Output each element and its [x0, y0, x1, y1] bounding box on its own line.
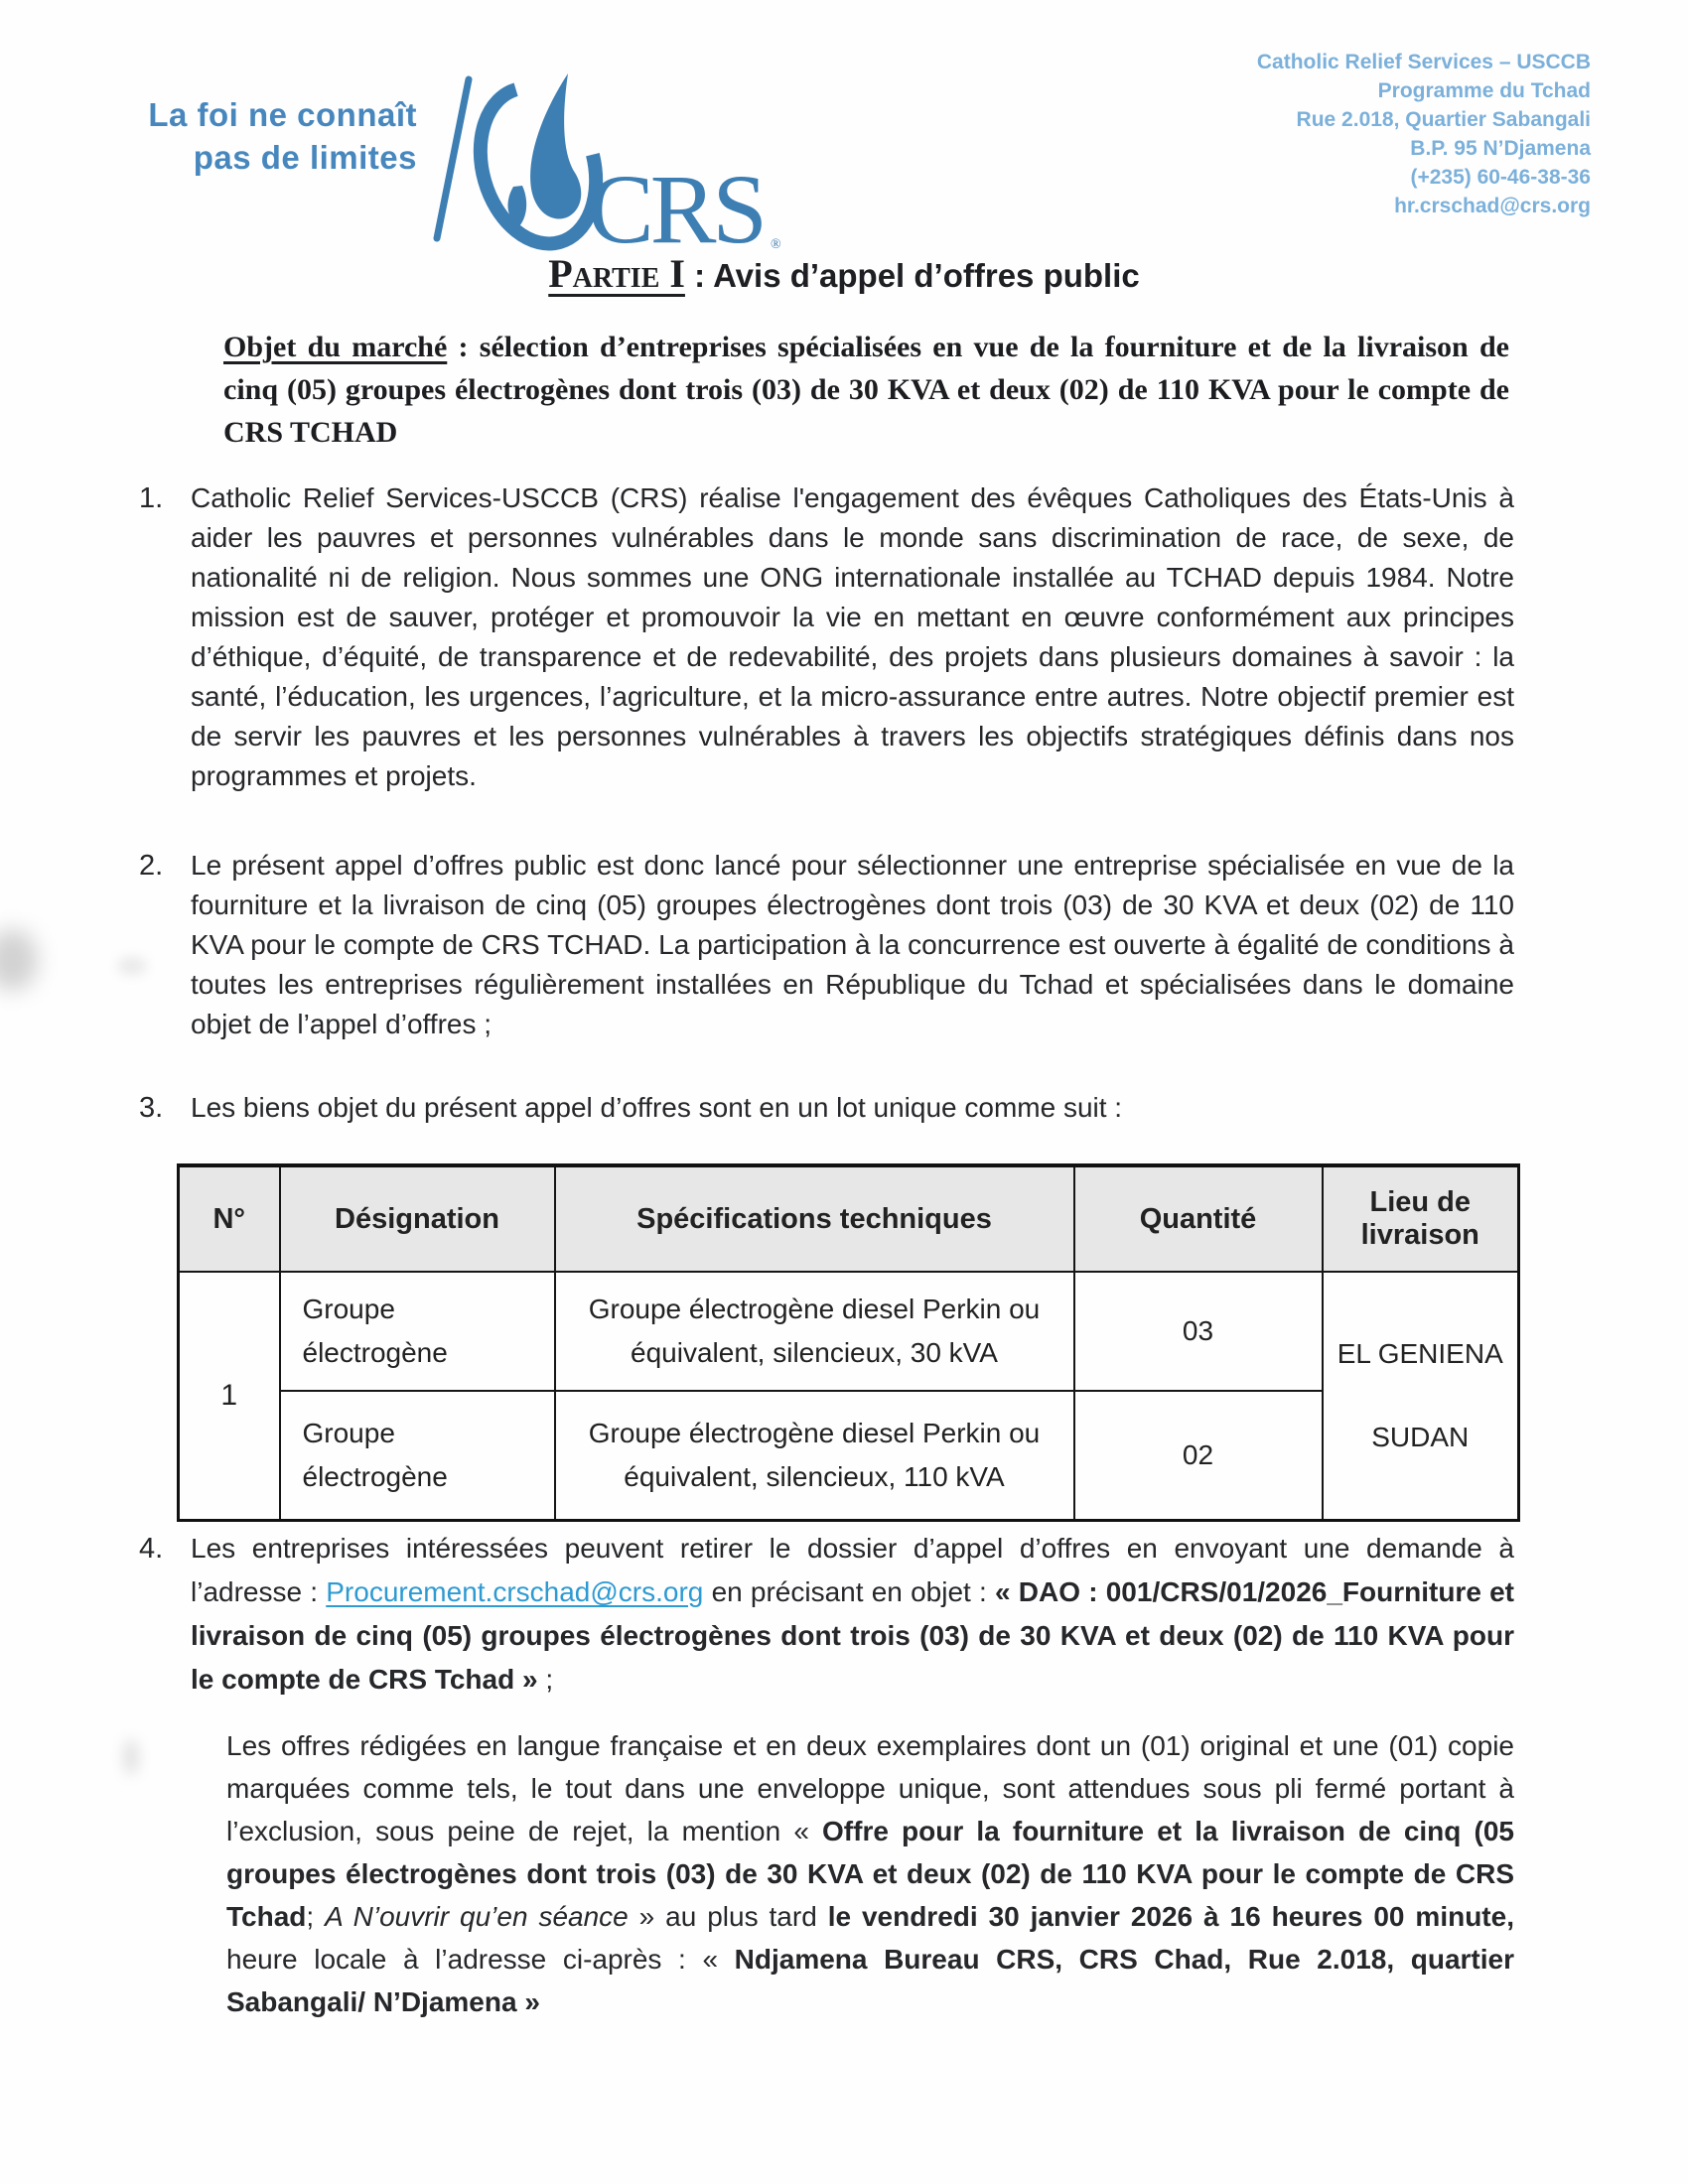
org-line: (+235) 60-46-38-36 [1410, 166, 1591, 189]
item-number: 1. [139, 482, 164, 514]
title-separator: : [684, 257, 714, 294]
header-cell-no: N° [179, 1165, 280, 1272]
text-segment: heure locale à l’adresse ci-après : « [226, 1944, 735, 1975]
text-segment: « DAO : 001/CRS/01/2026_Fourniture et livraison de cinq (05) groupes électrogènes dont trois (03) de 30 KVA et deux (02) de 110 KVA pour le compte de CRS Tchad » [191, 1576, 1514, 1695]
text-segment: » au plus tard [628, 1901, 828, 1932]
text-segment: le vendredi 30 janvier 2026 à 16 heures 00 minute, [827, 1901, 1514, 1932]
crs-tagline [109, 93, 417, 179]
numbered-item-1 [139, 478, 1514, 796]
cell-item-no: 1 [179, 1272, 280, 1521]
text-segment: Objet du marché [223, 331, 448, 363]
item-text: Catholic Relief Services-USCCB (CRS) réalise l'engagement des évêques Catholiques des États-Unis à aider les pauvres et personnes vulnérables dans le monde sans discrimination de race, de sexe, de nationalité ni de religion. Nous sommes une ONG internationale installée au TCHAD depuis 1984. Notre mission est de sauver, protéger et promouvoir la vie en mettant en œuvre conformément aux principes d’éthique, d’équité, de transparence et de redevabilité, des projets dans plusieurs domaines à savoir : la santé, l’éducation, les urgences, l’agriculture, et la micro-assurance entre autres. Notre objectif premier est de servir les pauvres et les personnes vulnérables à travers les objectifs stratégiques définis dans nos programmes et projets. [191, 482, 1514, 791]
cell-designation: Groupe électrogène [280, 1391, 555, 1521]
crs-flame-icon [417, 71, 794, 255]
item-number: 4. [139, 1533, 164, 1565]
numbered-item-2 [139, 846, 1514, 1044]
item-text: Les biens objet du présent appel d’offres sont en un lot unique comme suit : [191, 1092, 1123, 1123]
text-segment: Les offres rédigées en langue française et en deux exemplaires dont un (01) original et une (01) copie marquées comme tels, le tout dans une enveloppe unique, sont attendues sous pli fermé portant à l’exclusion, sous peine de rejet, la mention « [226, 1730, 1514, 1846]
title-part-label: Partie I [548, 251, 685, 296]
subject-paragraph [223, 326, 1509, 454]
text-segment: : sélection d’entreprises spécialisées en vue de la fourniture et de la livraison de cinq (05) groupes électrogènes dont trois (03) de 30 KVA et deux (02) de 110 KVA pour le compte de CRS TCHAD [223, 331, 1509, 449]
lots-table [177, 1163, 1517, 1522]
header-cell-qty: Quantité [1074, 1165, 1323, 1272]
header-cell-specs: Spécifications techniques [555, 1165, 1074, 1272]
header-cell-delivery: Lieu de livraison [1323, 1165, 1519, 1272]
svg-text:CRS: CRS [588, 154, 765, 255]
item-number: 3. [139, 1092, 164, 1124]
numbered-item-4 [139, 1527, 1514, 1702]
title-text: Avis d’appel d’offres public [713, 257, 1140, 294]
org-line: B.P. 95 N’Djamena [1410, 137, 1591, 160]
table-row [179, 1272, 1519, 1391]
cell-spec: Groupe électrogène diesel Perkin ou équivalent, silencieux, 110 kVA [555, 1391, 1074, 1521]
delivery-place-country: SUDAN [1371, 1422, 1470, 1452]
text-segment: A N’ouvrir qu’en séance [325, 1901, 629, 1932]
page-title [139, 250, 1549, 297]
text-segment: en précisant en objet : [703, 1576, 995, 1607]
tagline-line-2: pas de limites [193, 139, 417, 176]
text-segment: Offre pour la fourniture et la livraison de cinq (05 groupes électrogènes dont trois (03) de 30 KVA et deux (02) de 110 KVA pour le compte de CRS Tchad [226, 1816, 1514, 1932]
procurement-email-link[interactable]: Procurement.crschad@crs.org [326, 1576, 704, 1607]
cell-designation: Groupe électrogène [280, 1272, 555, 1391]
cell-spec: Groupe électrogène diesel Perkin ou équivalent, silencieux, 30 kVA [555, 1272, 1074, 1391]
org-line: Catholic Relief Services – USCCB [1256, 51, 1591, 73]
delivery-place-city: EL GENIENA [1336, 1338, 1503, 1369]
scan-smudge [123, 1739, 139, 1775]
text-segment: ; [537, 1664, 554, 1695]
tagline-line-1: La foi ne connaît [148, 96, 417, 133]
scan-smudge [117, 957, 147, 975]
org-address-block [1257, 48, 1591, 220]
svg-text:®: ® [771, 237, 781, 252]
crs-logo [417, 71, 794, 255]
org-line: Programme du Tchad [1377, 79, 1591, 102]
table-row [179, 1391, 1519, 1521]
offers-submission-paragraph [226, 1724, 1514, 2023]
item-text: Le présent appel d’offres public est donc lancé pour sélectionner une entreprise spécialisée en vue de la fourniture et la livraison de cinq (05) groupes électrogènes dont trois (03) de 30 KVA et deux (02) de 110 KVA pour le compte de CRS TCHAD. La participation à la concurrence est ouverte à égalité de conditions à toutes les entreprises régulièrement installées en République du Tchad et spécialisées dans le domaine objet de l’appel d’offres ; [191, 850, 1514, 1039]
header-cell-designation: Désignation [280, 1165, 555, 1272]
cell-delivery-place [1323, 1272, 1519, 1521]
text-segment: Les entreprises intéressées peuvent retirer le dossier d’appel d’offres en envoyant une demande à l’adresse : [191, 1533, 1514, 1607]
scan-smudge [0, 929, 38, 991]
org-line: Rue 2.018, Quartier Sabangali [1296, 108, 1591, 131]
org-email: hr.crschad@crs.org [1394, 195, 1591, 217]
item-text [191, 1527, 1514, 1702]
item-number: 2. [139, 850, 164, 882]
text-segment: Ndjamena Bureau CRS, CRS Chad, Rue 2.018, quartier Sabangali/ N’Djamena » [226, 1944, 1515, 2017]
cell-qty: 02 [1074, 1391, 1323, 1521]
text-segment: ; [306, 1901, 326, 1932]
table-header-row [179, 1165, 1519, 1272]
numbered-item-3 [139, 1088, 1514, 1128]
cell-qty: 03 [1074, 1272, 1323, 1391]
